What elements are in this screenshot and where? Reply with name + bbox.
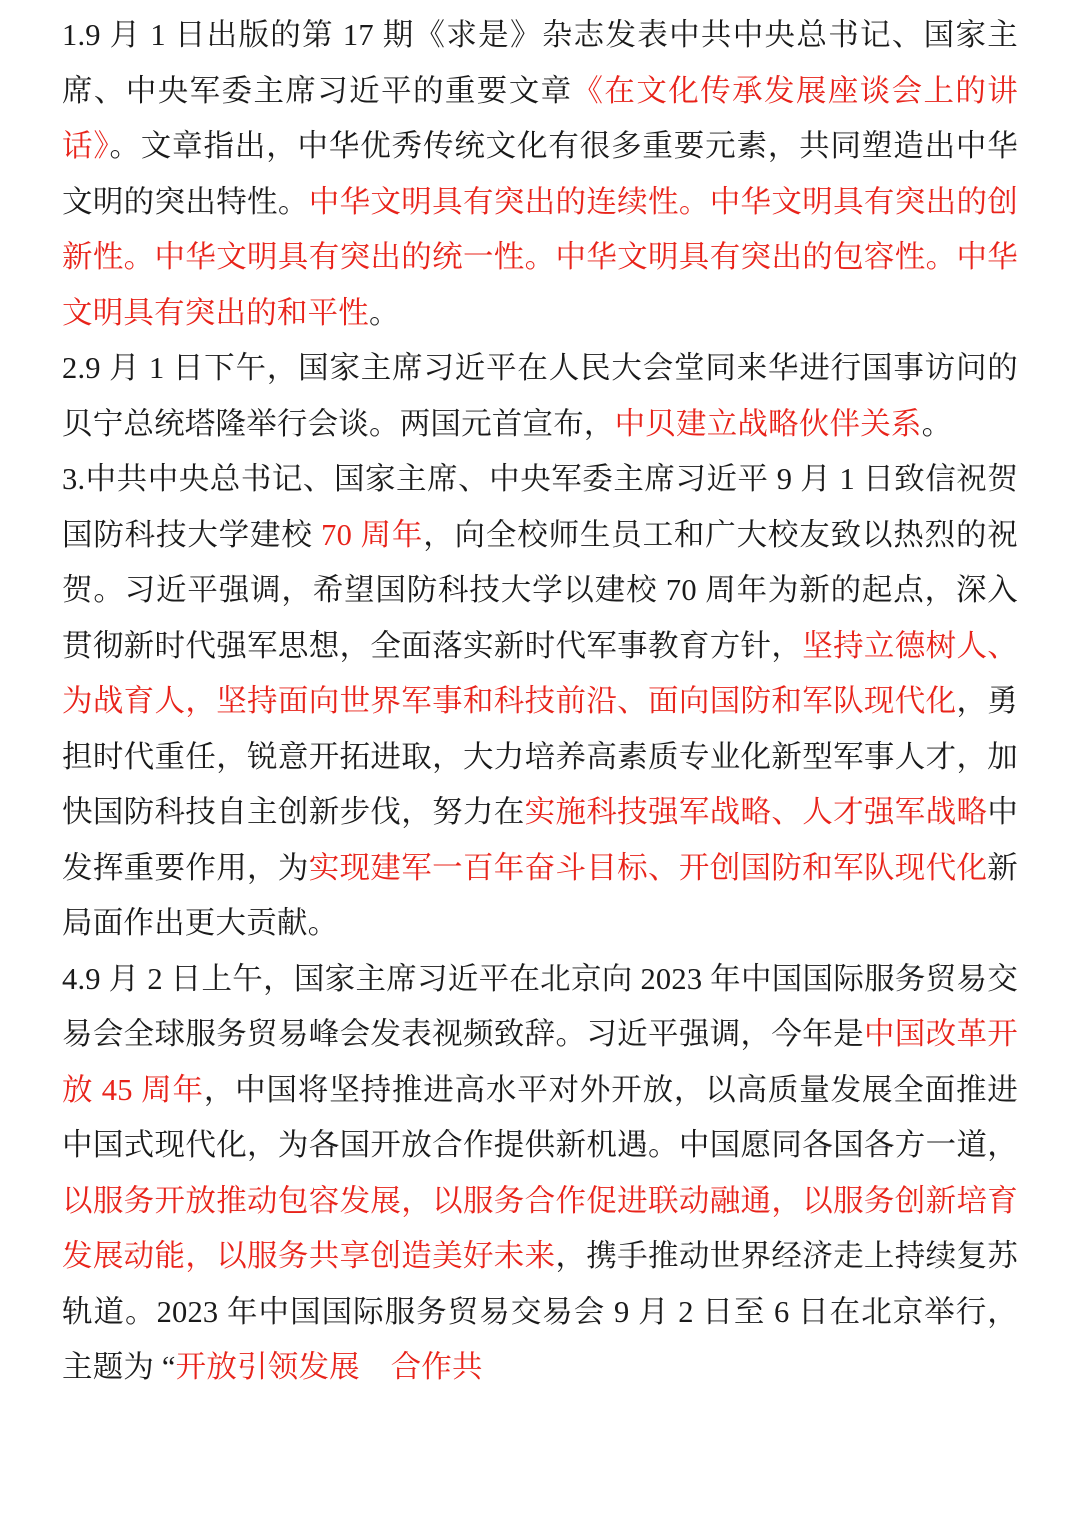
body-text: ，向全校师生员工和广大校友致以热烈的祝贺。习近平强调，希望国防科技大学以建校 70 周年为新的起点，深入贯彻新时代强军思想，全面落实新时代军事教育方针，: [62, 517, 1018, 663]
highlighted-text: 中贝建立战略伙伴关系: [614, 406, 922, 441]
body-text: ，勇担时代重任，锐意开拓进取，大力培养高素质专业化新型军事人才，加快国防科技自主创新步伐，努力在: [62, 684, 1018, 829]
highlighted-text: 中国改革开放 45 周年: [62, 1017, 1019, 1107]
body-text: 。文章指出，中华优秀传统文化有很多重要元素，共同塑造出中华文明的突出特性。: [62, 129, 1018, 219]
paragraph-list: [62, 8, 1018, 1396]
highlighted-text: 70 周年: [321, 517, 424, 552]
highlighted-text: 开放引领发展 合作共: [175, 1350, 483, 1384]
paragraph-item-4: [62, 952, 1018, 1396]
body-text: 新局面作出更大贡献。: [62, 850, 1018, 940]
body-text: ，携手推动世界经济走上持续复苏轨道。2023 年中国国际服务贸易交易会 9 月 2 日至 6 日在北京举行，主题为 “: [62, 1239, 1019, 1384]
body-text: 中发挥重要作用，为: [62, 795, 1019, 885]
paragraph-item-3: [62, 452, 1018, 952]
body-text: 3.中共中央总书记、国家主席、中央军委主席习近平 9 月 1 日致信祝贺国防科技大学建校: [62, 462, 1018, 552]
body-text: 4.9 月 2 日上午，国家主席习近平在北京向 2023 年中国国际服务贸易交易会全球服务贸易峰会发表视频致辞。习近平强调，今年是: [62, 961, 1018, 1051]
highlighted-text: 实现建军一百年奋斗目标、开创国防和军队现代化: [308, 850, 988, 885]
highlighted-text: 实施科技强军战略、人才强军战略: [524, 795, 988, 829]
paragraph-item-1: [62, 8, 1018, 341]
body-text: 。: [369, 295, 400, 330]
highlighted-text: 中华文明具有突出的连续性。中华文明具有突出的创新性。中华文明具有突出的统一性。中华文明具有突出的包容性。中华文明具有突出的和平性: [62, 184, 1018, 330]
paragraph-item-2: [62, 341, 1018, 452]
body-text: 2.9 月 1 日下午，国家主席习近平在人民大会堂同来华进行国事访问的贝宁总统塔隆举行会谈。两国元首宣布，: [62, 351, 1018, 441]
highlighted-text: 以服务开放推动包容发展，以服务合作促进联动融通，以服务创新培育发展动能，以服务共享创造美好未来: [62, 1183, 1018, 1273]
body-text: 。: [921, 406, 953, 441]
highlighted-text: 坚持立德树人、为战育人，坚持面向世界军事和科技前沿、面向国防和军队现代化: [62, 628, 1018, 718]
body-text: ，中国将坚持推进高水平对外开放，以高质量发展全面推进中国式现代化，为各国开放合作提供新机遇。中国愿同各国各方一道，: [62, 1072, 1018, 1162]
body-text: 1.9 月 1 日出版的第 17 期《求是》杂志发表中共中央总书记、国家主席、中央军委主席习近平的重要文章: [62, 18, 1018, 108]
highlighted-text: 《在文化传承发展座谈会上的讲话》: [62, 73, 1018, 163]
